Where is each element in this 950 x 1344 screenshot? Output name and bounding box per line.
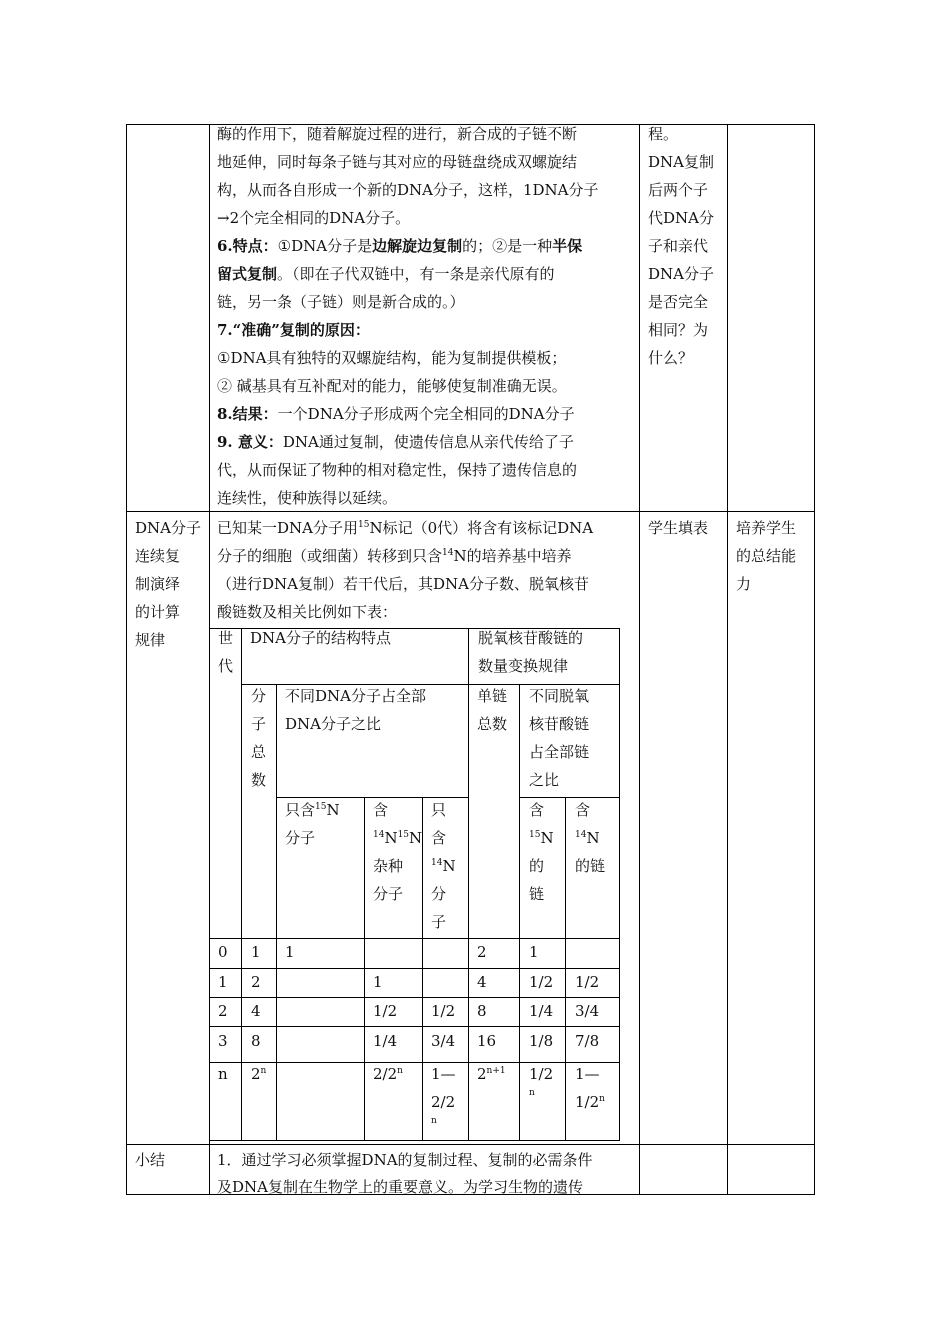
hdr-total-2: 子	[251, 715, 267, 733]
inner-h-row2	[210, 997, 620, 998]
summary-line-1: 1．通过学习必须掌握DNA的复制过程、复制的必需条件	[217, 1151, 593, 1169]
cell-total-n-sup: n	[260, 1066, 267, 1076]
cell-hybrid-2: 1/2	[373, 1002, 398, 1020]
hdr-hybrid-sup2: 15	[397, 830, 410, 840]
content-line-4: →2个完全相同的DNA分子。	[217, 209, 411, 227]
hdr-chainratio-1: 不同脱氧	[529, 687, 590, 705]
hdr-c15-1: 含	[529, 801, 545, 819]
feature-label: 6.特点：	[217, 237, 278, 255]
cell-single-n-sup: n+1	[486, 1066, 506, 1076]
hdr-ratio-2: DNA分子之比	[285, 715, 381, 733]
hdr-only14-2: 含	[431, 829, 447, 847]
student-q-line-2: DNA复制	[648, 153, 714, 171]
cell-gen-2: 2	[218, 1002, 228, 1020]
cell-gen-n: n	[218, 1065, 228, 1083]
hdr-only14-n: N	[442, 857, 456, 875]
cell-hybrid-n	[373, 1060, 403, 1088]
significance-line-1	[217, 428, 574, 456]
hdr-gen-2: 代	[218, 657, 234, 675]
cell-only14-2: 1/2	[431, 1002, 456, 1020]
intro-text-1a: 已知某一DNA分子用	[217, 519, 358, 537]
intro-line-3: （进行DNA复制）若干代后，其DNA分子数、脱氧核苷	[217, 575, 589, 593]
content-line-1: 酶的作用下，随着解旋过程的进行，新合成的子链不断	[217, 125, 578, 143]
significance-text-1: DNA通过复制，使遗传信息从亲代传给了子	[282, 433, 574, 451]
student-q-line-6: DNA分子	[648, 265, 714, 283]
cell-c14-2: 3/4	[575, 1002, 600, 1020]
hdr-only15-1	[285, 796, 340, 824]
hdr-only14-sup: 14	[431, 858, 443, 868]
feature-text-1: ①DNA分子是	[277, 237, 373, 255]
cell-c14-n-sup: n	[599, 1094, 605, 1104]
feature-bold-3: 留式复制	[217, 265, 278, 283]
significance-label: 9. 意义：	[217, 433, 283, 451]
col-line-3	[639, 124, 640, 1195]
cell-total-2: 4	[251, 1002, 261, 1020]
hdr-c14-sup: 14	[575, 830, 587, 840]
cell-single-0: 2	[477, 943, 487, 961]
inner-bottom-border	[210, 1140, 620, 1141]
feature-text-3: 。（即在子代双链中，有一条是亲代原有的	[277, 265, 555, 283]
feature-paragraph-line-1	[217, 232, 582, 260]
intro-sup-2: 14	[442, 548, 454, 558]
hdr-hybrid-1: 含	[373, 801, 389, 819]
cell-c14-n-2	[575, 1088, 605, 1116]
goal-line-1: 培养学生	[736, 519, 797, 537]
hdr-c15-4: 链	[529, 885, 545, 903]
hdr-only14-5: 子	[431, 913, 447, 931]
col-line-2	[209, 124, 210, 1195]
cell-only14-n-1: 1—	[431, 1065, 456, 1083]
feature-text-2: 的；②是一种	[462, 237, 553, 255]
hdr-chainratio-4: 之比	[529, 771, 560, 789]
cell-c15-2: 1/4	[529, 1002, 554, 1020]
inner-v-c15	[565, 797, 566, 1140]
hdr-total-3: 总	[251, 743, 267, 761]
feature-bold-1: 边解旋边复制	[372, 237, 463, 255]
cell-hybrid-n-sup: n	[397, 1066, 403, 1076]
content-line-2: 地延伸，同时每条子链与其对应的母链盘绕成双螺旋结	[217, 153, 578, 171]
inner-v-gen	[241, 628, 242, 1140]
hdr-c14-2	[575, 824, 600, 852]
student-q-line-7: 是否完全	[648, 293, 709, 311]
cell-c14-n-base: 1/2	[575, 1093, 600, 1111]
accuracy-reason-2: ② 碱基具有互补配对的能力，能够使复制准确无误。	[217, 377, 567, 395]
intro-line-4: 酸链数及相关比例如下表：	[217, 603, 398, 621]
student-activity: 学生填表	[648, 519, 709, 537]
cell-only14-n-sup: n	[431, 1116, 437, 1126]
inner-v-only15	[364, 797, 365, 1140]
hdr-single-2: 总数	[477, 715, 508, 733]
student-q-line-4: 代DNA分	[648, 209, 714, 227]
goal-line-2: 的总结能	[736, 547, 797, 565]
cell-gen-3: 3	[218, 1032, 228, 1050]
hdr-c15-2	[529, 824, 554, 852]
hdr-c15-sup: 15	[529, 830, 541, 840]
significance-line-2: 代，从而保证了物种的相对稳定性，保持了遗传信息的	[217, 461, 578, 479]
cell-single-n	[477, 1060, 506, 1088]
feature-paragraph-line-2	[217, 260, 555, 288]
intro-text-2a: 分子的细胞（或细菌）转移到只含	[217, 547, 443, 565]
student-q-line-1: 程。	[648, 125, 679, 143]
cell-only15-0: 1	[285, 943, 295, 961]
cell-c14-1: 1/2	[575, 973, 600, 991]
cell-c15-0: 1	[529, 943, 539, 961]
hdr-structure: DNA分子的结构特点	[250, 629, 391, 647]
feature-bold-2: 半保	[552, 237, 583, 255]
intro-line-2	[217, 542, 572, 570]
col-line-5	[814, 124, 815, 1195]
intro-line-1	[217, 514, 593, 542]
cell-c15-1: 1/2	[529, 973, 554, 991]
result-line	[217, 400, 575, 428]
cell-total-n-base: 2	[251, 1065, 261, 1083]
cell-c14-n-1: 1—	[575, 1065, 600, 1083]
student-q-line-9: 什么？	[648, 349, 694, 367]
cell-single-n-base: 2	[477, 1065, 487, 1083]
accuracy-heading: 7.“准确”复制的原因：	[217, 321, 370, 339]
intro-text-2b: N的培养基中培养	[453, 547, 572, 565]
cell-c15-n-sup: n	[529, 1088, 535, 1098]
hdr-gen-1: 世	[218, 629, 234, 647]
hdr-only15-sup: 15	[315, 802, 327, 812]
hdr-only15-2: 分子	[285, 829, 316, 847]
cell-hybrid-n-base: 2/2	[373, 1065, 398, 1083]
cell-only14-3: 3/4	[431, 1032, 456, 1050]
hdr-only14-3	[431, 852, 456, 880]
topic-line-3: 制演绎	[135, 575, 181, 593]
accuracy-reason-1: ①DNA具有独特的双螺旋结构，能为复制提供模板；	[217, 349, 567, 367]
hdr-chain-2: 数量变换规律	[478, 657, 569, 675]
cell-gen-1: 1	[218, 973, 228, 991]
inner-h-rown	[210, 1062, 620, 1063]
cell-c14-3: 7/8	[575, 1032, 600, 1050]
hdr-c15-3: 的	[529, 857, 545, 875]
inner-h-row1	[210, 968, 620, 969]
summary-topic: 小结	[135, 1151, 166, 1169]
hdr-hybrid-sup1: 14	[373, 830, 385, 840]
topic-line-4: 的计算	[135, 603, 181, 621]
topic-line-5: 规律	[135, 631, 166, 649]
cell-total-n	[251, 1060, 266, 1088]
cell-hybrid-3: 1/4	[373, 1032, 398, 1050]
cell-total-3: 8	[251, 1032, 261, 1050]
hdr-single-1: 单链	[477, 687, 508, 705]
hdr-chainratio-2: 核苷酸链	[529, 715, 590, 733]
cell-c15-3: 1/8	[529, 1032, 554, 1050]
result-text: 一个DNA分子形成两个完全相同的DNA分子	[277, 405, 575, 423]
hdr-hybrid-2	[373, 824, 422, 852]
summary-line-2: 及DNA复制在生物学上的重要意义。为学习生物的遗传	[217, 1178, 583, 1196]
row-divider-2	[126, 1144, 815, 1145]
result-label: 8.结果：	[217, 405, 278, 423]
hdr-c14-n: N	[586, 829, 600, 847]
cell-only14-n-2: 2/2	[431, 1093, 456, 1111]
significance-line-3: 连续性，使种族得以延续。	[217, 489, 398, 507]
cell-hybrid-1: 1	[373, 973, 383, 991]
topic-line-2: 连续复	[135, 547, 181, 565]
cell-single-3: 16	[477, 1032, 497, 1050]
hdr-chain-1: 脱氧核苷酸链的	[478, 629, 584, 647]
hdr-only14-4: 分	[431, 885, 447, 903]
student-q-line-3: 后两个子	[648, 181, 709, 199]
hdr-only15-text: 只含	[285, 801, 316, 819]
student-q-line-8: 相同？为	[648, 321, 709, 339]
hdr-only14-1: 只	[431, 801, 447, 819]
hdr-hybrid-n2: N	[409, 829, 423, 847]
cell-single-2: 8	[477, 1002, 487, 1020]
cell-c15-n: 1/2	[529, 1065, 554, 1083]
hdr-chainratio-3: 占全部链	[529, 743, 590, 761]
inner-v-struct	[468, 628, 469, 1140]
feature-paragraph-line-3: 链，另一条（子链）则是新合成的。）	[217, 293, 465, 311]
hdr-ratio-1: 不同DNA分子占全部	[285, 687, 426, 705]
intro-sup-1: 15	[358, 520, 370, 530]
cell-total-1: 2	[251, 973, 261, 991]
cell-single-1: 4	[477, 973, 487, 991]
inner-v-single	[519, 684, 520, 1140]
hdr-hybrid-n1: N	[384, 829, 398, 847]
inner-h-row0	[210, 938, 620, 939]
inner-right-border	[619, 628, 620, 1140]
content-line-3: 构，从而各自形成一个新的DNA分子，这样，1DNA分子	[217, 181, 599, 199]
cell-gen-0: 0	[218, 943, 228, 961]
inner-v-total	[276, 684, 277, 1140]
col-line-4	[727, 124, 728, 1195]
hdr-hybrid-3: 杂种	[373, 857, 404, 875]
hdr-c15-n: N	[540, 829, 554, 847]
hdr-total-4: 数	[251, 771, 267, 789]
col-line-1	[126, 124, 127, 1195]
inner-h-row3	[210, 1026, 620, 1027]
goal-line-3: 力	[736, 575, 752, 593]
intro-text-1b: N标记（0代）将含有该标记DNA	[369, 519, 594, 537]
student-q-line-5: 子和亲代	[648, 237, 709, 255]
cell-total-0: 1	[251, 943, 261, 961]
hdr-c14-1: 含	[575, 801, 591, 819]
hdr-hybrid-4: 分子	[373, 885, 404, 903]
hdr-only15-n: N	[326, 801, 340, 819]
hdr-total-1: 分	[251, 687, 267, 705]
topic-line-1: DNA分子	[135, 519, 201, 537]
hdr-c14-3: 的链	[575, 857, 606, 875]
